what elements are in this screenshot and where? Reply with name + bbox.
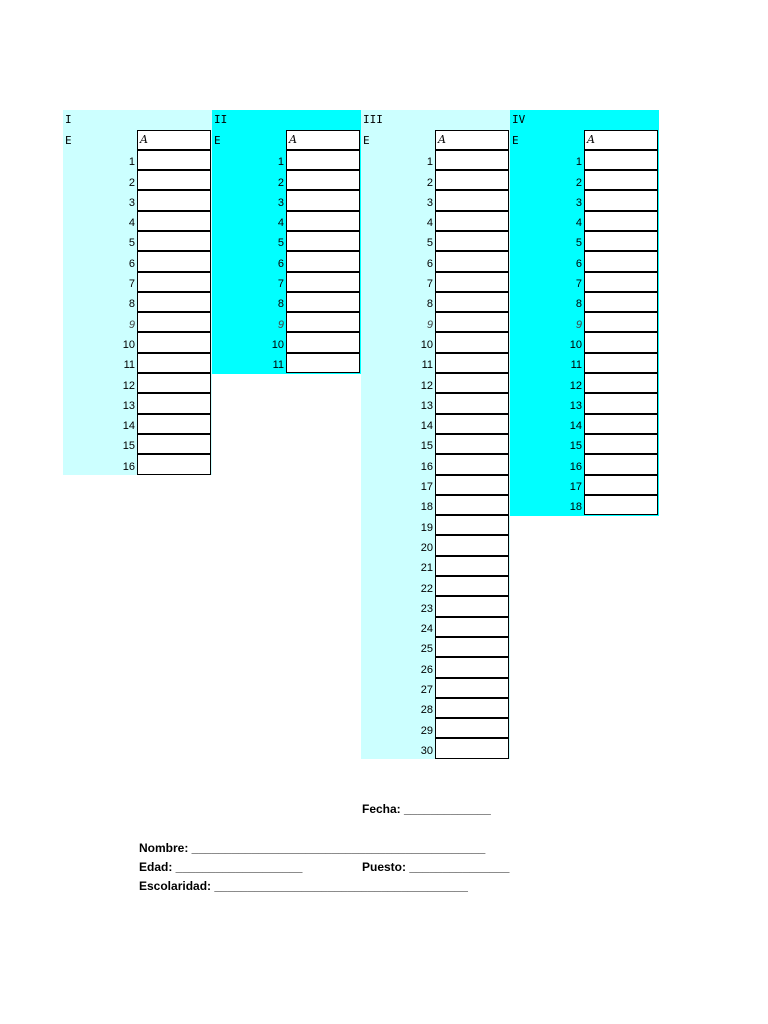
answer-cell[interactable] [137, 292, 211, 312]
column-a-header: A [435, 130, 509, 150]
row-number: 3 [575, 196, 582, 209]
row-number: 7 [128, 278, 135, 291]
row-number: 9 [128, 318, 135, 331]
answer-cell[interactable] [584, 292, 658, 312]
row-number: 27 [420, 684, 433, 697]
row-number: 13 [569, 399, 582, 412]
answer-cell[interactable] [584, 475, 658, 495]
answer-cell[interactable] [137, 332, 211, 352]
answer-cell[interactable] [137, 272, 211, 292]
row-number: 30 [420, 744, 433, 757]
row-number: 24 [420, 623, 433, 636]
answer-cell[interactable] [286, 170, 360, 190]
answer-cell[interactable] [584, 353, 658, 373]
row-number: 3 [426, 196, 433, 209]
row-number: 15 [569, 440, 582, 453]
row-number: 5 [426, 237, 433, 250]
answer-cell[interactable] [137, 190, 211, 210]
answer-cell[interactable] [435, 617, 509, 637]
answer-cell[interactable] [286, 332, 360, 352]
row-number: 29 [420, 724, 433, 737]
row-number: 20 [420, 541, 433, 554]
row-number: 14 [122, 420, 135, 433]
row-number: 14 [569, 420, 582, 433]
answer-cell[interactable] [137, 454, 211, 474]
row-number: 7 [575, 278, 582, 291]
row-number: 16 [122, 460, 135, 473]
row-number: 10 [122, 338, 135, 351]
section-title: I [65, 113, 72, 126]
answer-cell[interactable] [584, 393, 658, 413]
row-number: 7 [426, 278, 433, 291]
row-number: 16 [420, 460, 433, 473]
answer-cell[interactable] [137, 312, 211, 332]
answer-cell[interactable] [286, 190, 360, 210]
row-number: 4 [575, 217, 582, 230]
answer-cell[interactable] [584, 373, 658, 393]
answer-cell[interactable] [137, 231, 211, 251]
row-number: 4 [128, 217, 135, 230]
row-number: 8 [575, 298, 582, 311]
answer-cell[interactable] [286, 150, 360, 170]
answer-cell[interactable] [584, 454, 658, 474]
answer-cell[interactable] [435, 332, 509, 352]
column-e-label: E [214, 134, 221, 147]
answer-cell[interactable] [435, 454, 509, 474]
answer-cell[interactable] [435, 515, 509, 535]
answer-cell[interactable] [286, 312, 360, 332]
row-number: 10 [569, 338, 582, 351]
answer-cell[interactable] [137, 434, 211, 454]
answer-cell[interactable] [137, 211, 211, 231]
row-number: 18 [420, 501, 433, 514]
answer-cell[interactable] [137, 373, 211, 393]
row-number: 8 [128, 298, 135, 311]
answer-cell[interactable] [286, 272, 360, 292]
answer-cell[interactable] [435, 698, 509, 718]
answer-cell[interactable] [286, 251, 360, 271]
answer-cell[interactable] [584, 170, 658, 190]
row-number: 5 [277, 237, 284, 250]
row-number: 1 [575, 156, 582, 169]
row-number: 2 [426, 176, 433, 189]
answer-cell[interactable] [286, 231, 360, 251]
row-number: 6 [277, 257, 284, 270]
edad-field[interactable]: Edad: ___________________ [139, 860, 303, 874]
row-number: 11 [123, 359, 135, 372]
column-e-label: E [65, 134, 72, 147]
row-number: 10 [420, 338, 433, 351]
answer-cell[interactable] [435, 637, 509, 657]
answer-cell[interactable] [435, 718, 509, 738]
answer-cell[interactable] [435, 393, 509, 413]
row-number: 17 [569, 481, 582, 494]
answer-cell[interactable] [435, 190, 509, 210]
row-number: 11 [272, 359, 284, 372]
answer-cell[interactable] [584, 231, 658, 251]
answer-cell[interactable] [584, 414, 658, 434]
row-number: 13 [122, 399, 135, 412]
row-number: 1 [277, 156, 284, 169]
row-number: 1 [128, 156, 135, 169]
row-number: 23 [420, 602, 433, 615]
answer-cell[interactable] [435, 353, 509, 373]
nombre-field[interactable]: Nombre: ____________________________________________ [139, 841, 486, 855]
answer-cell[interactable] [286, 292, 360, 312]
row-number: 13 [420, 399, 433, 412]
answer-cell[interactable] [435, 150, 509, 170]
column-a-header: A [286, 130, 360, 150]
answer-cell[interactable] [137, 353, 211, 373]
answer-cell[interactable] [435, 251, 509, 271]
answer-cell[interactable] [435, 535, 509, 555]
puesto-field[interactable]: Puesto: _______________ [362, 860, 510, 874]
row-number: 9 [575, 318, 582, 331]
answer-cell[interactable] [435, 576, 509, 596]
row-number: 5 [128, 237, 135, 250]
answer-cell[interactable] [137, 251, 211, 271]
row-number: 11 [570, 359, 582, 372]
row-number: 1 [426, 156, 433, 169]
answer-cell[interactable] [435, 495, 509, 515]
answer-cell[interactable] [584, 272, 658, 292]
column-a-header: A [137, 130, 211, 150]
row-number: 6 [575, 257, 582, 270]
answer-cell[interactable] [286, 211, 360, 231]
row-number: 6 [128, 257, 135, 270]
escolaridad-field[interactable]: Escolaridad: ______________________________________ [139, 879, 468, 893]
row-number: 4 [277, 217, 284, 230]
row-number: 19 [420, 521, 433, 534]
row-number: 12 [122, 379, 135, 392]
answer-cell[interactable] [435, 738, 509, 758]
row-number: 14 [420, 420, 433, 433]
row-number: 28 [420, 704, 433, 717]
row-number: 12 [420, 379, 433, 392]
answer-cell[interactable] [435, 678, 509, 698]
answer-cell[interactable] [584, 312, 658, 332]
column-e-label: E [363, 134, 370, 147]
section-title: II [214, 113, 228, 126]
fecha-field[interactable]: Fecha: _____________ [362, 802, 491, 816]
section-title: III [363, 113, 383, 126]
section-title: IV [512, 113, 526, 126]
row-number: 2 [128, 176, 135, 189]
answer-cell[interactable] [435, 231, 509, 251]
row-number: 8 [277, 298, 284, 311]
row-number: 9 [277, 318, 284, 331]
answer-cell[interactable] [435, 272, 509, 292]
answer-cell[interactable] [584, 495, 658, 515]
answer-cell[interactable] [584, 332, 658, 352]
row-number: 17 [420, 481, 433, 494]
row-number: 22 [420, 582, 433, 595]
answer-cell[interactable] [435, 556, 509, 576]
row-number: 15 [420, 440, 433, 453]
row-number: 25 [420, 643, 433, 656]
row-number: 3 [277, 196, 284, 209]
row-number: 7 [277, 278, 284, 291]
row-number: 26 [420, 663, 433, 676]
column-a-header: A [584, 130, 658, 150]
answer-cell[interactable] [137, 414, 211, 434]
answer-cell[interactable] [435, 475, 509, 495]
answer-cell[interactable] [435, 657, 509, 677]
row-number: 4 [426, 217, 433, 230]
answer-cell[interactable] [435, 434, 509, 454]
answer-cell[interactable] [286, 353, 360, 373]
row-number: 3 [128, 196, 135, 209]
answer-cell[interactable] [137, 393, 211, 413]
answer-cell[interactable] [435, 292, 509, 312]
row-number: 2 [277, 176, 284, 189]
answer-cell[interactable] [435, 596, 509, 616]
row-number: 5 [575, 237, 582, 250]
answer-cell[interactable] [584, 211, 658, 231]
answer-cell[interactable] [584, 251, 658, 271]
row-number: 6 [426, 257, 433, 270]
row-number: 21 [420, 562, 433, 575]
answer-cell[interactable] [584, 190, 658, 210]
row-number: 18 [569, 501, 582, 514]
answer-cell[interactable] [137, 150, 211, 170]
answer-cell[interactable] [435, 211, 509, 231]
column-e-label: E [512, 134, 519, 147]
row-number: 8 [426, 298, 433, 311]
row-number: 16 [569, 460, 582, 473]
row-number: 11 [421, 359, 433, 372]
row-number: 2 [575, 176, 582, 189]
row-number: 15 [122, 440, 135, 453]
row-number: 12 [569, 379, 582, 392]
answer-cell[interactable] [137, 170, 211, 190]
answer-cell[interactable] [435, 373, 509, 393]
row-number: 10 [271, 338, 284, 351]
answer-cell[interactable] [584, 434, 658, 454]
answer-cell[interactable] [435, 170, 509, 190]
answer-cell[interactable] [435, 414, 509, 434]
answer-cell[interactable] [584, 150, 658, 170]
row-number: 9 [426, 318, 433, 331]
answer-cell[interactable] [435, 312, 509, 332]
